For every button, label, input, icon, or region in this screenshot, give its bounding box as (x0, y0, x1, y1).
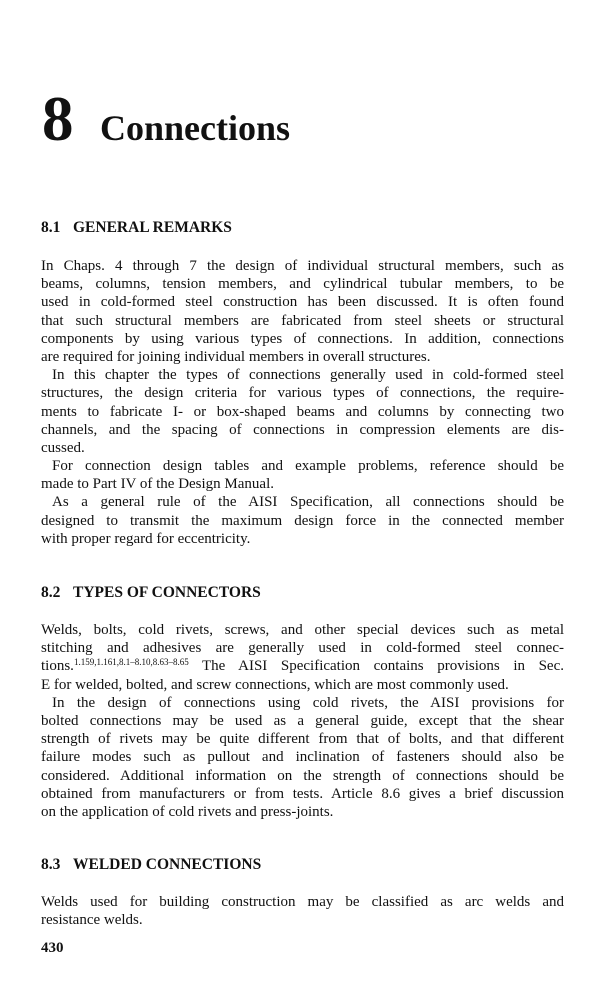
text-line: with proper regard for eccentricity. (41, 530, 251, 547)
text-line: cussed. (41, 439, 85, 456)
text-line: Welds used for building construction may be classified as arc welds and (41, 894, 564, 910)
section-body-8-1 (41, 257, 564, 548)
text-line: For connection design tables and example problems, reference should be (52, 458, 564, 475)
section-number: 8.1 (41, 219, 61, 236)
section-number: 8.3 (41, 856, 61, 873)
text-line: In Chaps. 4 through 7 the design of individual structural members, such as (41, 258, 564, 274)
page-number: 430 (41, 940, 64, 956)
section-body-8-3 (41, 893, 564, 929)
text-line: beams, columns, tension members, and cylindrical tubular members, to be (41, 276, 564, 293)
text-line: strength of rivets may be quite different from that of bolts, and that different (41, 731, 564, 748)
text-line: As a general rule of the AISI Specification, all connections should be (52, 494, 564, 511)
text-line: considered. Additional information on the strength of connections should be (41, 767, 564, 784)
text-line: designed to transmit the maximum design force in the connected member (41, 512, 564, 529)
chapter-title: Connections (100, 108, 291, 148)
section-number: 8.2 (41, 584, 61, 601)
text-line: on the application of cold rivets and press-joints. (41, 803, 334, 820)
text-line: In the design of connections using cold rivets, the AISI provisions for (52, 694, 564, 711)
text-line: ments to fabricate I- or box-shaped beams and columns by connecting two (41, 403, 564, 420)
text-line: are required for joining individual members in overall structures. (41, 348, 431, 365)
text-line: channels, and the spacing of connections in compression elements are dis- (41, 421, 564, 438)
section-title: TYPES OF CONNECTORS (73, 584, 261, 601)
section-heading-8-2 (41, 584, 261, 602)
text-line: stitching and adhesives are generally used in cold-formed steel connec- (41, 640, 564, 657)
section-heading-8-3 (41, 856, 261, 874)
text-line: Welds, bolts, cold rivets, screws, and other special devices such as metal (41, 622, 564, 638)
text-line: bolted connections may be used as a general guide, except that the shear (41, 712, 564, 729)
text-line: resistance welds. (41, 912, 143, 929)
text-line: failure modes such as pullout and inclination of fasteners should also be (41, 749, 564, 766)
text-line (41, 657, 564, 675)
section-title: WELDED CONNECTIONS (73, 856, 262, 873)
text-line: structures, the design criteria for various types of connections, the require- (41, 385, 564, 402)
section-title: GENERAL REMARKS (73, 219, 232, 236)
text-line: made to Part IV of the Design Manual. (41, 476, 275, 493)
text-line: that such structural members are fabricated from steel sheets or structural (41, 312, 564, 329)
text-line: E for welded, bolted, and screw connections, which are most commonly used. (41, 676, 509, 693)
text-line: In this chapter the types of connections generally used in cold-formed steel (52, 367, 564, 384)
text-line: components by using various types of connections. In addition, connections (41, 330, 564, 347)
text-line: obtained from manufacturers or from tests. Article 8.6 gives a brief discussion (41, 785, 564, 802)
text-fragment: tions. (41, 658, 74, 675)
text-fragment: The AISI Specification contains provisions in Sec. (188, 658, 564, 675)
section-heading-8-1 (41, 219, 232, 237)
chapter-number: 8 (42, 84, 74, 154)
section-body-8-2 (41, 621, 564, 821)
reference-superscript: 1.159,1.161,8.1–8.10,8.63–8.65 (73, 657, 189, 668)
text-line: used in cold-formed steel construction has been discussed. It is often found (41, 294, 564, 311)
